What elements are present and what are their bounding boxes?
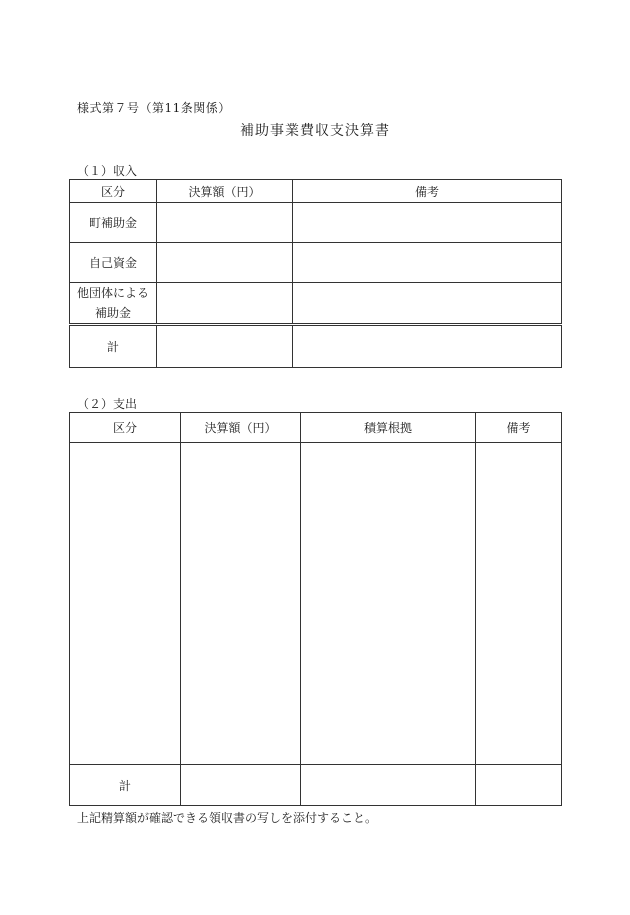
income-header-row — [70, 180, 562, 203]
income-total-remarks-cell[interactable] — [293, 325, 562, 368]
income-total-label: 計 — [70, 325, 157, 368]
income-col-amount: 決算額（円） — [157, 180, 293, 203]
receipt-note: 上記精算額が確認できる領収書の写しを添付すること。 — [77, 811, 378, 825]
income-amount-cell[interactable] — [157, 243, 293, 283]
income-total-amount-cell[interactable] — [157, 325, 293, 368]
expense-col-amount: 決算額（円） — [181, 413, 301, 443]
income-section-label: （１）収入 — [77, 164, 138, 178]
expense-col-basis: 積算根拠 — [301, 413, 476, 443]
income-row-town-subsidy — [70, 203, 562, 243]
form-number: 様式第７号（第11条関係） — [77, 101, 231, 115]
income-amount-cell[interactable] — [157, 283, 293, 325]
expense-basis-cell[interactable] — [301, 443, 476, 765]
income-table — [69, 179, 562, 368]
income-total-row — [70, 325, 562, 368]
income-category-line1: 他団体による — [76, 286, 149, 300]
income-category-line2: 補助金 — [94, 306, 131, 320]
income-remarks-cell[interactable] — [293, 203, 562, 243]
expense-amount-cell[interactable] — [181, 443, 301, 765]
expense-col-remarks: 備考 — [476, 413, 562, 443]
expense-category-cell[interactable] — [70, 443, 181, 765]
income-row-own-funds — [70, 243, 562, 283]
page-title: 補助事業費収支決算書 — [240, 123, 390, 139]
income-category-cell: 町補助金 — [70, 203, 157, 243]
income-col-category: 区分 — [70, 180, 157, 203]
expense-total-label: 計 — [70, 765, 181, 806]
expense-table — [69, 412, 562, 806]
expense-section-label: （２）支出 — [77, 397, 138, 411]
income-category-cell: 自己資金 — [70, 243, 157, 283]
expense-total-basis-cell[interactable] — [301, 765, 476, 806]
expense-total-row — [70, 765, 562, 806]
expense-remarks-cell[interactable] — [476, 443, 562, 765]
income-col-remarks: 備考 — [293, 180, 562, 203]
income-amount-cell[interactable] — [157, 203, 293, 243]
expense-col-category: 区分 — [70, 413, 181, 443]
income-row-other-subsidy — [70, 283, 562, 325]
income-remarks-cell[interactable] — [293, 243, 562, 283]
expense-total-amount-cell[interactable] — [181, 765, 301, 806]
expense-header-row — [70, 413, 562, 443]
expense-body-row — [70, 443, 562, 765]
expense-total-remarks-cell[interactable] — [476, 765, 562, 806]
income-category-cell — [70, 283, 157, 325]
income-remarks-cell[interactable] — [293, 283, 562, 325]
